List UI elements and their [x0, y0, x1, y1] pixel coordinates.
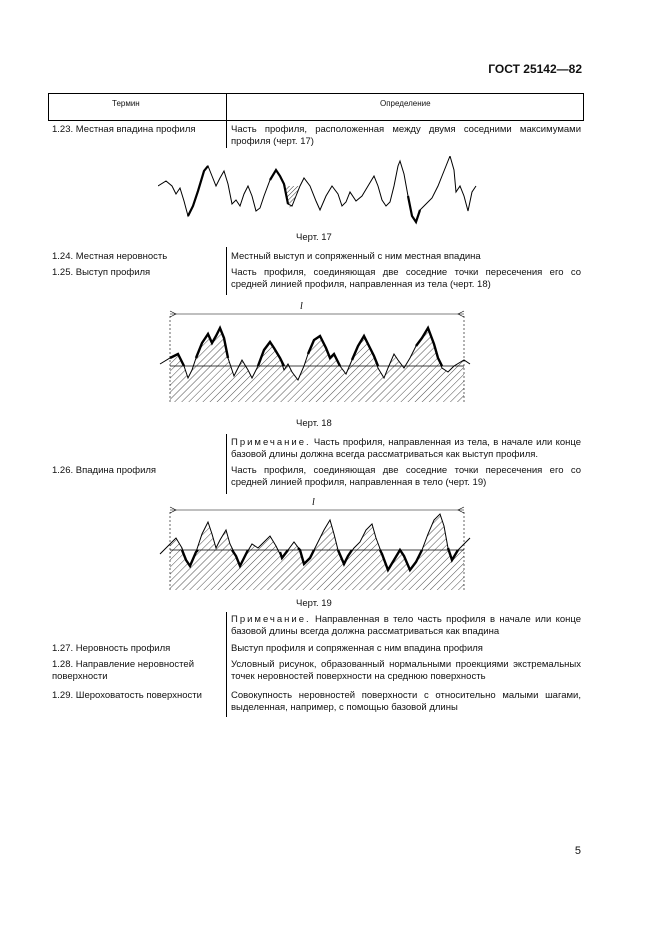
page-number: 5: [574, 845, 581, 857]
term-1-23: 1.23. Местная впадина профиля: [52, 124, 196, 135]
term-1-24: 1.24. Местная неровность: [52, 251, 168, 262]
table-left-border: [48, 93, 49, 121]
figure-18-caption: Черт. 18: [296, 418, 332, 429]
column-divider: [226, 247, 227, 295]
note-lead: Примечание.: [231, 614, 311, 625]
column-header-definition: Определение: [380, 99, 431, 108]
definition-1-29: Совокупность неровностей поверхности с относительно малыми шагами, выделенная, например, с помощью базовой длины: [231, 690, 581, 713]
definition-1-28: Условный рисунок, образованный нормальными проекциями экстремальных точек неровностей поверхности на среднюю поверхность: [231, 659, 581, 682]
figure-18-dim-label: l: [300, 301, 303, 312]
definition-1-24: Местный выступ и сопряженный с ним местная впадина: [231, 251, 481, 262]
standard-number: ГОСТ 25142—82: [488, 62, 582, 76]
term-1-26: 1.26. Впадина профиля: [52, 465, 157, 476]
note-lead: Примечание.: [231, 437, 311, 448]
term-1-25: 1.25. Выступ профиля: [52, 267, 151, 278]
definition-1-26: Часть профиля, соединяющая две соседние точки пересечения его со средней линией профиля, направленная в тело (черт. 19): [231, 465, 581, 488]
figure-19-caption: Черт. 19: [296, 598, 332, 609]
figure-17-caption: Черт. 17: [296, 232, 332, 243]
note-text: Часть профиля, направленная из тела, в начале или конце базовой длины должна всегда рассматриваться как выступ профиля.: [231, 437, 581, 460]
figure-17-profile: [158, 156, 478, 228]
column-divider: [226, 93, 227, 121]
figure-19-profile: [158, 494, 474, 596]
note-text: Направленная в тело часть профиля в начале или конце базовой длины всегда должна рассматриваться как впадина: [231, 614, 581, 637]
definition-1-25: Часть профиля, соединяющая две соседние точки пересечения его со средней линией профиля, направленная из тела (черт. 18): [231, 267, 581, 290]
term-1-28: 1.28. Направление неровностей поверхности: [52, 659, 195, 682]
definition-1-23: Часть профиля, расположенная между двумя соседними максимумами профиля (черт. 17): [231, 124, 581, 147]
table-right-border: [583, 93, 584, 121]
table-top-border: [48, 93, 584, 94]
table-header-rule: [48, 120, 584, 121]
column-divider: [226, 434, 227, 494]
note-figure-18: [231, 437, 581, 461]
term-1-27: 1.27. Неровность профиля: [52, 643, 171, 654]
column-header-term: Термин: [112, 99, 140, 108]
note-figure-19: [231, 614, 581, 638]
column-divider: [226, 120, 227, 148]
column-divider: [226, 612, 227, 717]
term-1-29: 1.29. Шероховатость поверхности: [52, 690, 202, 701]
figure-19-dim-label: l: [312, 497, 315, 508]
figure-18-profile: [158, 298, 474, 408]
definition-1-27: Выступ профиля и сопряженная с ним впадина профиля: [231, 643, 483, 654]
